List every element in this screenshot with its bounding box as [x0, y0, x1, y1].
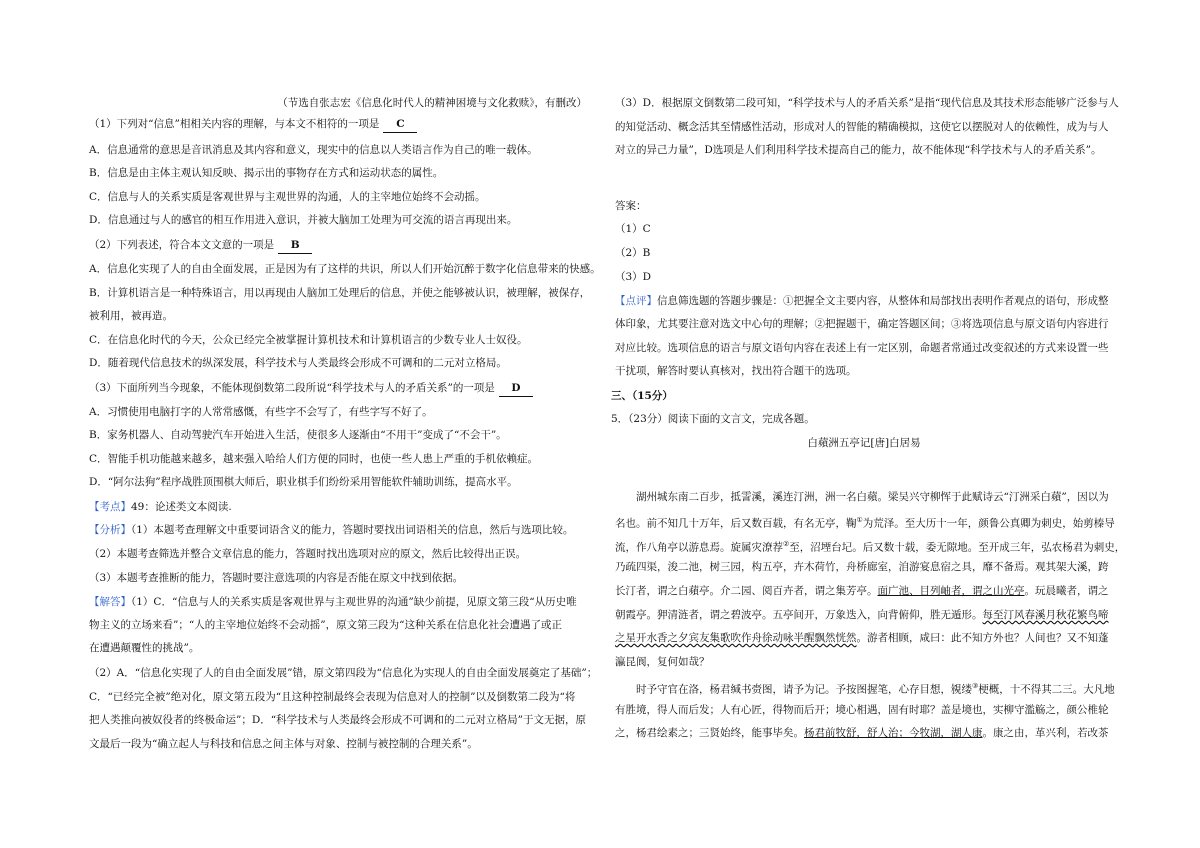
wavy-sentence-part-1: 每至汀风春溪月秋花繁鸟啼: [982, 609, 1109, 621]
passage-line-10: 有胜境，得人而后发；人有心匠，得物而后开；境心相遇，固有时耶？盖是境也，实柳守濫觞之，颜公椎轮: [615, 704, 1109, 716]
q2-answer-blank: B: [278, 238, 312, 254]
answers-label: 答案：: [615, 200, 647, 212]
fenxi-line-2: （2）本题考查筛选并整合文章信息的能力，答题时找出选项对应的原文，然后比较得出正误。: [89, 548, 527, 560]
q1-answer-blank: C: [383, 117, 417, 133]
kaodian-line: 【考点】49：论述类文本阅读.: [89, 501, 232, 513]
jieda-line-5: C．“已经完全被”绝对化，原文第五段为“且这种控制最终会表现为信息对人的控制”以及倒数第二段为“将: [89, 691, 576, 703]
q1-option-c: C．信息与人的关系实质是客观世界与主观世界的沟通，人的主宰地位始终不会动摇。: [89, 191, 486, 203]
q5-stem: 5．（23分）阅读下面的文言文，完成各题。: [611, 413, 815, 425]
q2-stem: （2）下列表述，符合本文文意的一项是 B: [89, 238, 312, 254]
passage-line-3: 流，作八角亭以游息焉。旋属灾潦荐②至，沼堙台圮。后又数十载，委无隙地。至开成三年，弘农杨君为刺史，: [615, 540, 1126, 554]
q1-option-a: A．信息通常的意思是音讯消息及其内容和意义，现实中的信息以人类语言作为自己的唯一载体。: [89, 144, 538, 156]
answer-3: （3）D: [615, 271, 652, 283]
kaodian-tag: 【考点】: [89, 501, 131, 513]
q3-option-a: A．习惯使用电脑打字的人常常感慨，有些字不会写了，有些字写不好了。: [89, 406, 433, 418]
q3-option-c: C．智能手机功能越来越多，越来强入哈给人们方便的同时，也使一些人患上严重的手机依赖症。: [89, 453, 539, 465]
q3-option-d: D．“阿尔法狗”程序战胜顶围棋大师后，职业棋手们纷纷采用智能软件辅助训练，提高水平。: [89, 476, 518, 488]
dianping-line-2: 体印象，尤其要注意对选文中心句的理解；②把握题干，确定答题区间；③将选项信息与原文语句内容进行: [615, 318, 1109, 330]
underlined-sentence-2: 杨君前牧舒，舒人治；今牧湖，湖人康: [804, 727, 983, 739]
dianping-line-1: 【点评】信息筛选题的答题步骤是：①把握全文主要内容，从整体和局部找出表明作者观点的语句，形成整: [615, 295, 1109, 307]
q3-stem: （3）下面所列当今现象，不能体现倒数第二段所说“科学技术与人的矛盾关系”的一项是 D: [89, 381, 533, 397]
jieda-line-3: 在遭遇颠覆性的挑战”。: [89, 642, 200, 654]
passage-title: 白蘋洲五亭记[唐]白居易: [807, 437, 921, 449]
passage-line-4: 乃疏四渠，浚二池，树三园，构五亭，卉木荷竹，舟桥廊室，洎游宴息宿之具，靡不备焉。观其架大溪，跨: [615, 561, 1109, 573]
jieda-tag: 【解答】: [89, 596, 131, 608]
q1-option-b: B．信息是由主体主观认知反映、揭示出的事物存在方式和运动状态的属性。: [89, 167, 444, 179]
jieda-line-1: 【解答】（1）C．“信息与人的关系实质是客观世界与主观世界的沟通”缺少前提，见原文第三段“从历史唯: [89, 596, 577, 608]
passage-line-8: 瀛昆阆，复何如哉？: [615, 656, 710, 668]
q3-explain-1: （3）D．根据原文倒数第二段可知，“科学技术与人的矛盾关系”是指“现代信息及其技术形态能够广泛参与人: [615, 97, 1119, 109]
q2-option-a: A．信息化实现了人的自由全面发展，正是因为有了这样的共识，所以人们开始沉醉于数字化信息带来的快感。: [89, 263, 601, 275]
q3-answer-blank: D: [499, 381, 533, 397]
jieda-line-2: 物主义的立场来看”；“人的主宰地位始终不会动摇”，原文第三段为“这种关系在信息化社会遭遇了或正: [89, 619, 562, 631]
passage-line-1: 湖州城东南二百步，抵霅溪，溪连汀洲，洲一名白蘋。梁吴兴守柳恽于此赋诗云“汀洲采白蘋”，因以为: [636, 491, 1109, 503]
answer-2: （2）B: [615, 247, 651, 259]
answer-1: （1）C: [615, 223, 651, 235]
q2-option-d: D．随着现代信息技术的纵深发展，科学技术与人类最终会形成不可调和的二元对立格局。: [89, 357, 507, 369]
fenxi-line-3: （3）本题考查推断的能力，答题时要注意选项的内容是否能在原文中找到依据。: [89, 572, 464, 584]
jieda-line-4: （2）A．“信息化实现了人的自由全面发展”错，原文第四段为“信息化为实现人的自由全面发展奠定了基础”；: [89, 667, 598, 679]
passage-line-11: 之，杨君绘素之；三贤始终，能事毕矣。杨君前牧舒，舒人治；今牧湖，湖人康。康之由，革兴利，若改茶: [615, 727, 1109, 739]
fenxi-line-1: 【分析】（1）本题考查理解文中重要词语含义的能力，答题时要找出词语相关的信息，然后与选项比较。: [89, 524, 574, 536]
q3-explain-3: 对立的异己力量”，D选项是人们利用科学技术提高自己的能力，故不能体现“科学技术与人的矛盾关系”。: [615, 144, 1102, 156]
q1-stem: （1）下列对“信息”相相关内容的理解，与本文不相符的一项是 C: [89, 117, 417, 133]
passage-line-5: 长汀者，谓之白蘋亭。介二园、阅百卉者，谓之集芳亭。面广池、目列岫者，谓之山光亭。玩晨曦者，谓之: [615, 585, 1109, 597]
dianping-line-3: 对应比较。选项信息的语言与原文语句内容在表述上有一定区别，命题者常通过改变叙述的方式来设置一些: [615, 342, 1109, 354]
fenxi-tag: 【分析】: [89, 524, 131, 536]
dianping-line-4: 干扰项，解答时要认真核对，找出符合题干的选项。: [615, 365, 857, 377]
q1-option-d: D．信息通过与人的感官的相互作用进入意识，并被大脑加工处理为可交流的语言再现出来。: [89, 214, 518, 226]
dianping-tag: 【点评】: [615, 295, 657, 307]
q2-option-c: C．在信息化时代的今天，公众已经完全被掌握计算机技术和计算机语言的少数专业人士奴役。: [89, 334, 528, 346]
jieda-line-7: 文最后一段为“确立起人与科技和信息之间主体与对象、控制与被控制的合理关系”。: [89, 738, 478, 750]
passage-line-7: 之星开水香之夕宾友集歌吹作舟徐动咏半醒飘然恍然。游者相顾，咸曰：此不知方外也？人间也？又不知蓬: [615, 632, 1109, 644]
wavy-sentence-part-2: 之星开水香之夕宾友集歌吹作舟徐动咏半醒飘然恍然: [615, 632, 857, 644]
section-heading: 三、（15分）: [611, 390, 673, 402]
passage-line-9: 时予守官在洛，杨君缄书赍图，请予为记。予按图握笔，心存目想，覙缕③梗概，十不得其二三。大凡地: [636, 682, 1115, 696]
passage-line-2: 名也。前不知几十万年，后又数百载，有名无亭，鞠①为荒泽。至大历十一年，颜鲁公真卿为刺史，始剪榛导: [615, 516, 1115, 530]
q2-option-b-cont: 被利用，被再造。: [89, 310, 173, 322]
q3-explain-2: 的知觉活动、概念活其至情感性活动，形成对人的智能的精确模拟，这使它以摆脱对人的依赖性，成为与人: [615, 121, 1109, 133]
passage-line-6: 朝霞亭。狎清涟者，谓之碧波亭。五亭间开，万象迭入，向背俯仰，胜无遁形。每至汀风春溪月秋花繁鸟啼: [615, 609, 1109, 621]
source-citation: （节选自张志宏《信息化时代人的精神困境与文化救赎》，有删改）: [277, 97, 587, 109]
underlined-sentence-1: 面广池、目列岫者，谓之山光亭: [877, 585, 1025, 597]
q2-option-b: B．计算机语言是一种特殊语言，用以再现由人脑加工处理后的信息，并使之能够被认识，被理解，被保存，: [89, 287, 591, 299]
jieda-line-6: 把人类推向被奴役者的终极命运”；D．“科学技术与人类最终会形成不可调和的二元对立格局”于文无据，原: [89, 714, 587, 726]
q3-option-b: B．家务机器人、自动驾驶汽车开始进入生活，使很多人逐渐由“不用干”变成了“不会干”。: [89, 429, 507, 441]
